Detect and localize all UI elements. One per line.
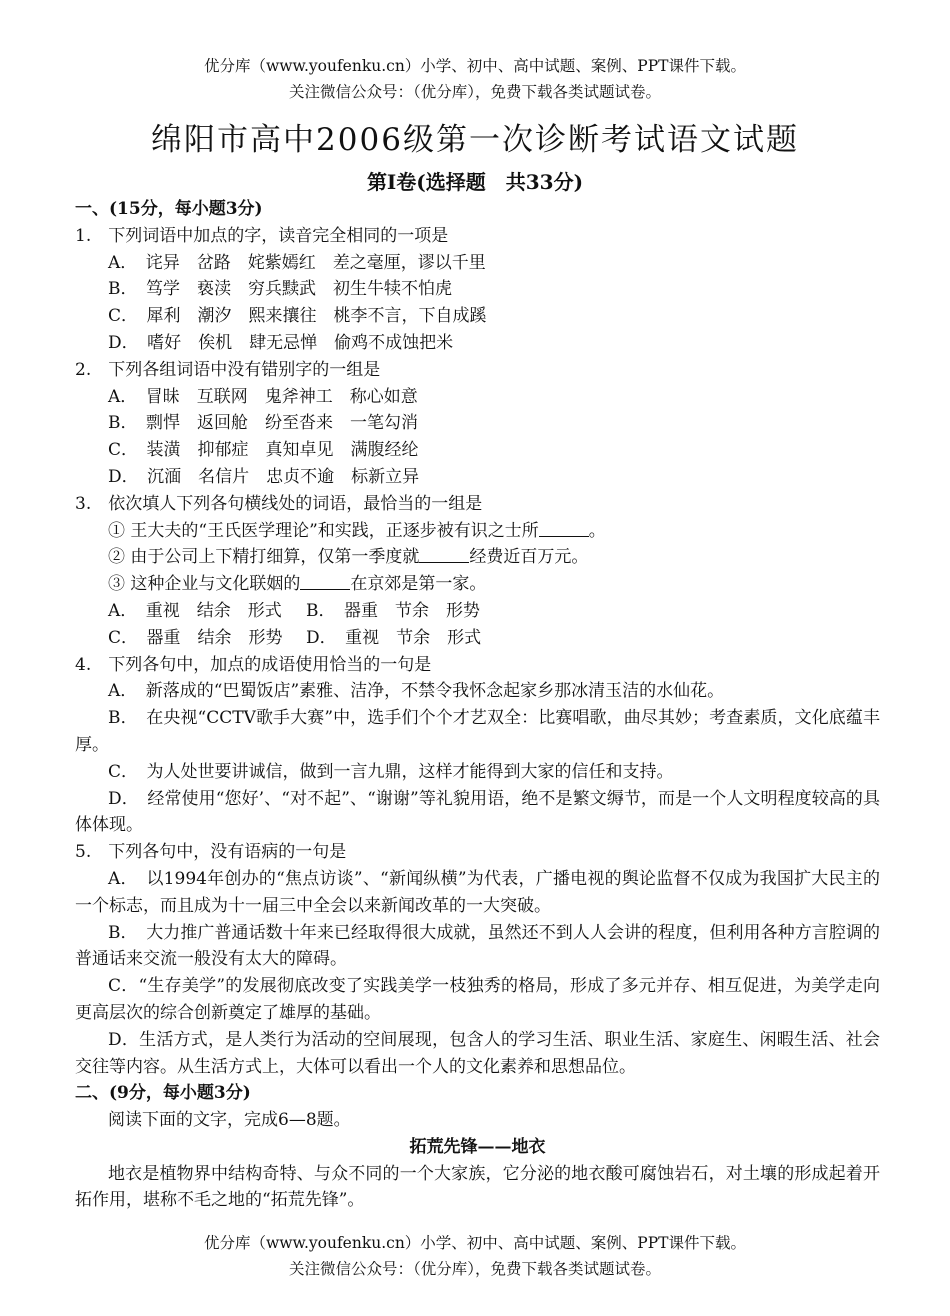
header-line-2: 关注微信公众号：（优分库），免费下载各类试题试卷。: [288, 83, 661, 101]
q3-s3-text: ③ 这种企业与文化联姻的: [108, 574, 301, 595]
q2-option-b: B． 剽悍 返回舱 纷至沓来 一笔勾消: [108, 413, 418, 434]
answer-blank: [539, 520, 589, 537]
q1-option-c: C． 犀利 潮汐 熙来攘往 桃李不言，下自成蹊: [108, 306, 487, 327]
exam-content: [75, 196, 880, 1214]
q4-option-a: A． 新落成的“巴蜀饭店”素雅、洁净，不禁令我怀念起家乡那冰清玉洁的水仙花。: [108, 681, 725, 702]
header-line-1: 优分库（www.youfenku.cn）小学、初中、高中试题、案例、PPT课件下载。: [203, 57, 747, 75]
q3-options-cd: [75, 625, 880, 652]
q5-option-a: A． 以1994年创办的“焦点访谈”、“新闻纵横”为代表，广播电视的舆论监督不仅成为我国扩大民主的一个标志，而且成为十一届三中全会以来新闻改革的一大突破。: [75, 868, 880, 916]
exam-subtitle: 第Ⅰ卷(选择题 共33分): [366, 170, 584, 194]
q3-option-b: B． 器重 节余 形势: [306, 600, 480, 621]
q3-s2-end: 经费近百万元。: [469, 547, 589, 568]
q3-sentence-3: [75, 571, 880, 598]
reading-intro: 阅读下面的文字，完成6—8题。: [108, 1110, 351, 1131]
q5-option-d: D．生活方式，是人类行为活动的空间展现，包含人的学习生活、职业生活、家庭生、闲暇生活、社会交往等内容。从生活方式上，大体可以看出一个人的文化素养和思想品位。: [75, 1029, 880, 1077]
q4-stem: 4. 下列各句中，加点的成语使用恰当的一句是: [75, 654, 432, 675]
q3-s3-end: 在京郊是第一家。: [350, 574, 487, 595]
q4-option-d: D． 经常使用“您好’、“对不起”、“谢谢”等礼貌用语，绝不是繁文缛节，而是一个人文明程度较高的具体体现。: [75, 788, 880, 836]
footer-line-2: 关注微信公众号：（优分库），免费下载各类试题试卷。: [288, 1260, 661, 1278]
q3-s1-text: ① 王大夫的“王氏医学理论”和实践，正逐步被有识之士所: [108, 520, 539, 541]
q1-option-d: D． 嗜好 俟机 肆无忌惮 偷鸡不成蚀把米: [108, 332, 454, 353]
q3-s1-end: 。: [588, 520, 606, 541]
q3-option-a: A． 重视 结余 形式: [108, 600, 282, 621]
answer-blank: [300, 573, 350, 590]
q5-stem: 5. 下列各句中，没有语病的一句是: [75, 842, 347, 863]
q4-option-c: C． 为人处世要讲诚信，做到一言九鼎，这样才能得到大家的信任和支持。: [108, 761, 674, 782]
q5-option-b: B． 大力推广普通话数十年来已经取得很大成就，虽然还不到人人会讲的程度，但利用各种方言腔调的普通话来交流一般没有太大的障碍。: [75, 922, 880, 970]
q3-s2-text: ② 由于公司上下精打细算，仅第一季度就: [108, 547, 420, 568]
q2-option-c: C． 装潢 抑郁症 真知卓见 满腹经纶: [108, 440, 419, 461]
reading-heading: 拓荒先锋——地衣: [409, 1136, 546, 1157]
q1-option-b: B． 笃学 亵渎 穷兵黩武 初生牛犊不怕虎: [108, 279, 452, 300]
q1-stem: 1. 下列词语中加点的字，读音完全相同的一项是: [75, 225, 449, 246]
q3-options-ab: [75, 598, 880, 625]
q2-option-a: A． 冒昧 互联网 鬼斧神工 称心如意: [108, 386, 418, 407]
section-2-heading: 二、(9分，每小题3分): [75, 1083, 251, 1104]
answer-blank: [419, 546, 469, 563]
exam-title: 绵阳市高中2006级第一次诊断考试语文试题: [151, 122, 799, 158]
q1-option-a: A． 诧异 岔路 姹紫嫣红 差之毫厘，谬以千里: [108, 252, 486, 273]
reading-paragraph-1: 地衣是植物界中结构奇特、与众不同的一个大家族，它分泌的地衣酸可腐蚀岩石，对土壤的形成起着开拓作用，堪称不毛之地的“拓荒先锋”。: [75, 1163, 880, 1211]
q3-sentence-1: [75, 518, 880, 545]
section-1-heading: 一、(15分，每小题3分): [75, 199, 263, 219]
footer-line-1: 优分库（www.youfenku.cn）小学、初中、高中试题、案例、PPT课件下载。: [203, 1234, 747, 1252]
q3-sentence-2: [75, 544, 880, 571]
q5-option-c: C．“生存美学”的发展彻底改变了实践美学一枝独秀的格局，形成了多元并存、相互促进，为美学走向更高层次的综合创新奠定了雄厚的基础。: [75, 976, 880, 1023]
q2-option-d: D． 沉湎 名信片 忠贞不逾 标新立异: [108, 466, 420, 487]
q3-option-d: D． 重视 节余 形式: [306, 627, 482, 648]
q2-stem: 2. 下列各组词语中没有错别字的一组是: [75, 359, 381, 380]
q3-stem: 3. 依次填人下列各句横线处的词语，最恰当的一组是: [75, 493, 483, 514]
q3-option-c: C． 器重 结余 形势: [108, 627, 283, 648]
q4-option-b: B． 在央视“CCTV歌手大赛”中，选手们个个才艺双全：比赛唱歌，曲尽其妙；考查素质，文化底蕴丰厚。: [75, 708, 880, 755]
